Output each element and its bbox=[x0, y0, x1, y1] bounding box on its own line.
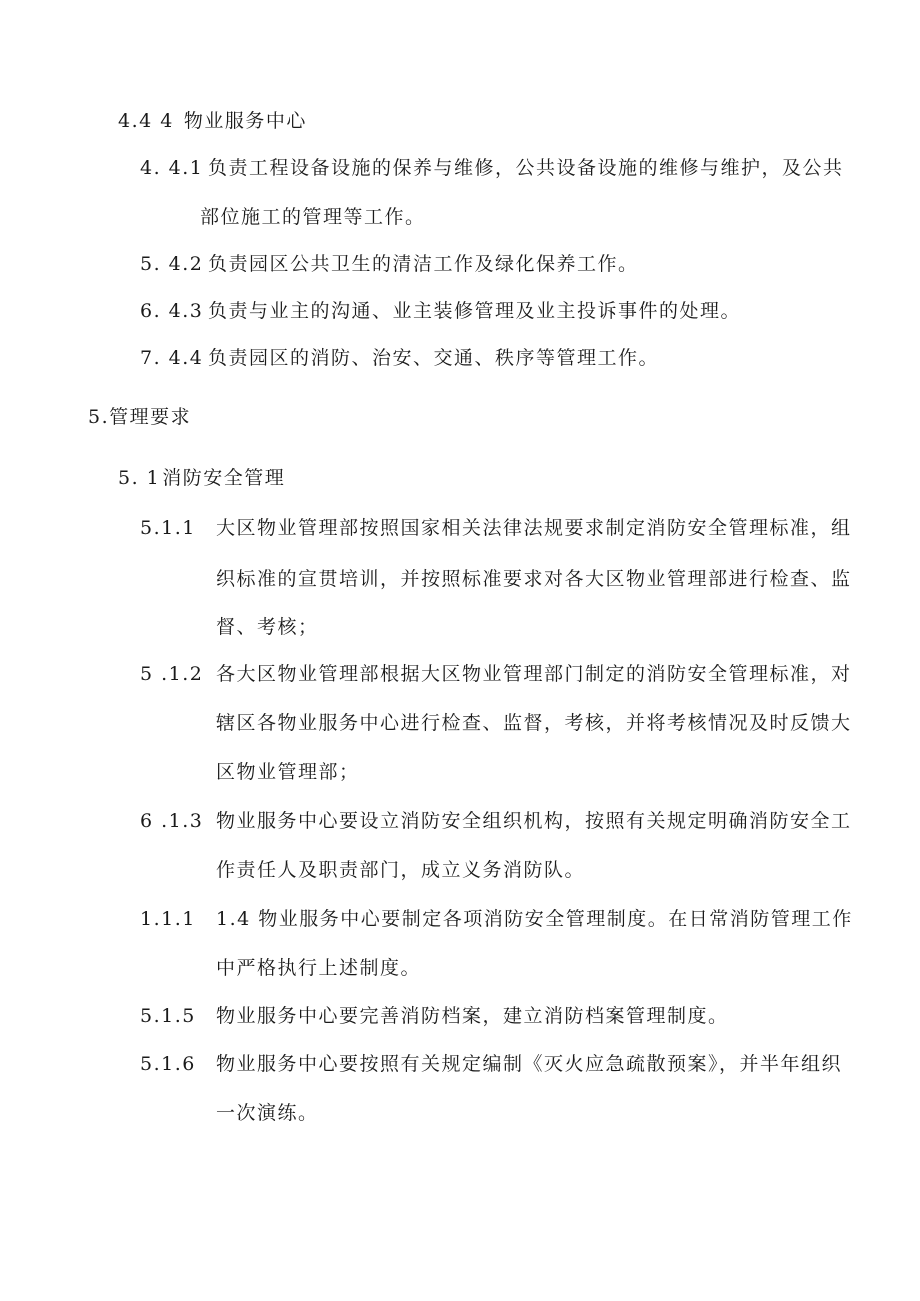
item-5-1-3 bbox=[140, 808, 852, 834]
item-4-4-4 bbox=[140, 345, 659, 371]
item-number: 5.1.1 bbox=[140, 517, 196, 539]
item-5-1-6 bbox=[140, 1051, 842, 1077]
item-number: 5.1.6 bbox=[140, 1053, 196, 1075]
item-text: 物业服务中心要按照有关规定编制《灭火应急疏散预案》，并半年组织 bbox=[216, 1053, 843, 1075]
item-text: 负责园区的消防、治安、交通、秩序等管理工作。 bbox=[208, 347, 660, 369]
section-4-4-4-heading bbox=[118, 108, 307, 134]
item-number: 1.1.1 bbox=[140, 908, 196, 930]
item-number: 5. 4.2 bbox=[140, 253, 204, 275]
item-number: 4. 4.1 bbox=[140, 157, 204, 179]
item-4-4-2 bbox=[140, 251, 639, 277]
item-text: 1.4 物业服务中心要制定各项消防安全管理制度。在日常消防管理工作 bbox=[216, 908, 853, 930]
section-title: 管理要求 bbox=[109, 406, 192, 428]
item-text: 督、考核； bbox=[216, 616, 319, 638]
item-number: 5.1.5 bbox=[140, 1005, 196, 1027]
item-text: 负责与业主的沟通、业主装修管理及业主投诉事件的处理。 bbox=[208, 300, 742, 322]
item-text: 织标准的宣贯培训，并按照标准要求对各大区物业管理部进行检查、监 bbox=[216, 568, 852, 590]
item-5-1-6-continuation bbox=[216, 1100, 319, 1126]
section-5-1-heading bbox=[118, 465, 285, 491]
section-5-heading bbox=[88, 404, 191, 430]
item-4-4-3 bbox=[140, 298, 741, 324]
item-1-1-1-continuation bbox=[216, 955, 421, 981]
item-5-1-5 bbox=[140, 1003, 729, 1029]
item-text: 辖区各物业服务中心进行检查、监督，考核，并将考核情况及时反馈大 bbox=[216, 712, 852, 734]
item-5-1-2 bbox=[140, 661, 852, 687]
item-text: 负责工程设备设施的保养与维修，公共设备设施的维修与维护，及公共 bbox=[208, 157, 844, 179]
item-text: 一次演练。 bbox=[216, 1102, 319, 1124]
item-text: 作责任人及职责部门，成立义务消防队。 bbox=[216, 859, 586, 881]
item-5-1-3-continuation bbox=[216, 857, 585, 883]
item-text: 中严格执行上述制度。 bbox=[216, 957, 422, 979]
section-number: 5. bbox=[88, 406, 110, 428]
item-1-1-1 bbox=[140, 906, 853, 932]
section-title: 物业服务中心 bbox=[183, 110, 307, 132]
section-number: 5. 1 bbox=[118, 467, 161, 489]
item-number: 6 .1.3 bbox=[140, 810, 204, 832]
item-text: 物业服务中心要设立消防安全组织机构，按照有关规定明确消防安全工 bbox=[216, 810, 852, 832]
item-4-4-1 bbox=[140, 155, 844, 181]
item-5-1-1-continuation-2 bbox=[216, 614, 319, 640]
item-4-4-1-continuation bbox=[200, 204, 426, 230]
section-number: 4.4 4 bbox=[118, 110, 174, 132]
item-5-1-1-continuation-1 bbox=[216, 566, 852, 592]
item-5-1-2-continuation-2 bbox=[216, 759, 360, 785]
item-number: 5 .1.2 bbox=[140, 663, 204, 685]
item-text: 部位施工的管理等工作。 bbox=[200, 206, 426, 228]
section-title: 消防安全管理 bbox=[162, 467, 286, 489]
item-5-1-2-continuation-1 bbox=[216, 710, 852, 736]
item-number: 6. 4.3 bbox=[140, 300, 204, 322]
item-text: 物业服务中心要完善消防档案，建立消防档案管理制度。 bbox=[216, 1005, 729, 1027]
item-text: 负责园区公共卫生的清洁工作及绿化保养工作。 bbox=[208, 253, 639, 275]
item-text: 区物业管理部； bbox=[216, 761, 360, 783]
item-5-1-1 bbox=[140, 515, 852, 541]
item-number: 7. 4.4 bbox=[140, 347, 204, 369]
item-text: 各大区物业管理部根据大区物业管理部门制定的消防安全管理标准，对 bbox=[216, 663, 852, 685]
item-text: 大区物业管理部按照国家相关法律法规要求制定消防安全管理标准，组 bbox=[216, 517, 852, 539]
